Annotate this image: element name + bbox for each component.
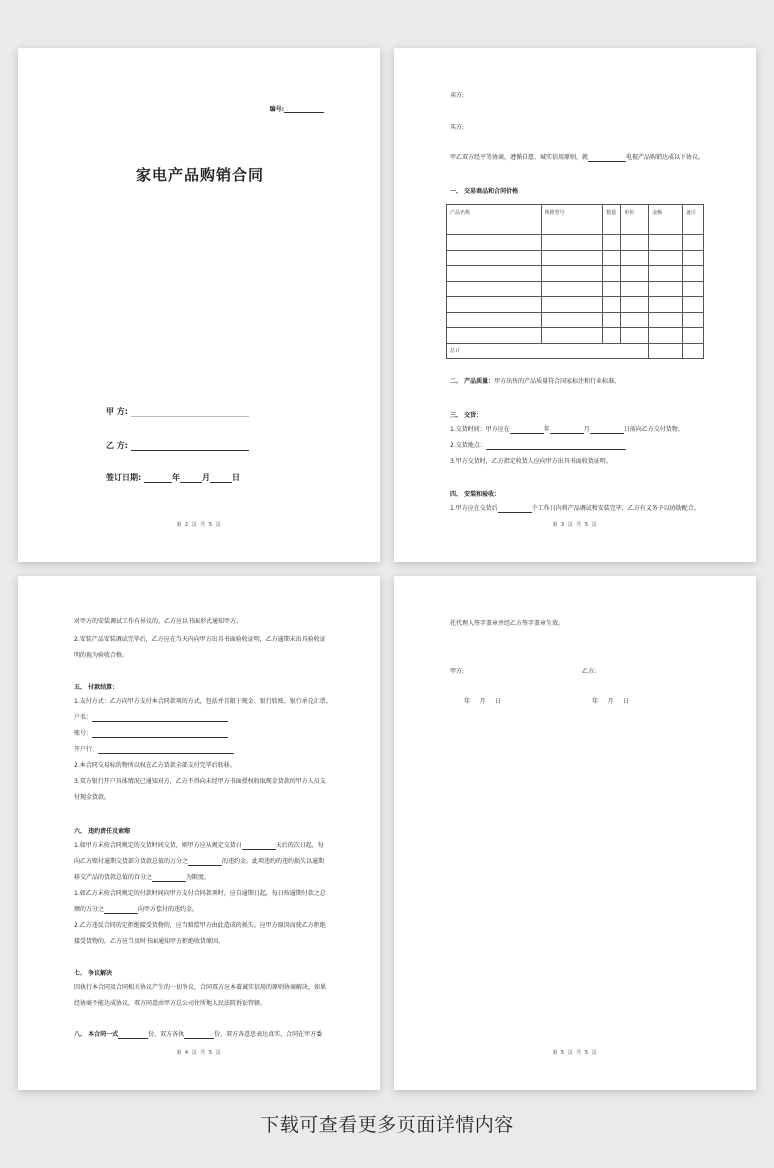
bank-line: 开户行： bbox=[74, 746, 234, 754]
table-row bbox=[447, 250, 704, 266]
intro-line: 甲乙双方经平等协商，遵循自愿、城实信用原则，就 电视产品购销达成以下协议。 bbox=[450, 154, 705, 161]
table-header-cell: 产品名称 bbox=[447, 205, 542, 235]
seller-line: 卖方: bbox=[450, 92, 465, 99]
table-row bbox=[447, 328, 704, 344]
buyer-line: 买方: bbox=[450, 124, 465, 131]
text-line: 2.本合同交易标的物所以权在乙方货款全部支付完毕后转移。 bbox=[74, 762, 236, 769]
goods-price-table bbox=[446, 204, 704, 359]
text-line: 移交产品的货款总值的百分之 为限度。 bbox=[74, 874, 211, 881]
text-line: 托代理人签字盖章并经乙方签字盖章生效。 bbox=[450, 620, 565, 627]
text-line: 对甲方的安装调试工作有异议的，乙方应以书面形式通知甲方。 bbox=[74, 618, 243, 625]
text-line: 额的万分之 向甲方偿付的违约金。 bbox=[74, 906, 199, 913]
section-heading: 三、 交货： bbox=[450, 412, 483, 419]
section-heading: 四、 安装和验收： bbox=[450, 491, 501, 498]
contract-page-3 bbox=[394, 48, 756, 562]
page-footer: 第 4 页 共 5 页 bbox=[176, 1050, 222, 1056]
text-line: 接受货物的，乙方应当及时书面通知甲方拒绝收货原因。 bbox=[74, 938, 225, 945]
table-header-cell: 单价 bbox=[621, 205, 649, 235]
table-header-cell: 备注 bbox=[683, 205, 704, 235]
sign-date-field: 签订日期: 年 月 日 bbox=[106, 473, 240, 482]
page-footer: 第 2 页 共 5 页 bbox=[176, 522, 222, 528]
party-a-field: 甲 方: bbox=[106, 406, 249, 417]
section-heading: 六、 违约责任及索赔 bbox=[74, 828, 131, 835]
text-line: 付现金货款。 bbox=[74, 794, 111, 801]
section-heading: 五、 付款结算： bbox=[74, 684, 119, 691]
section-heading: 七、 争议解决 bbox=[74, 970, 113, 977]
text-line: 明的视为验收合格。 bbox=[74, 652, 129, 659]
contract-title: 家电产品购销合同 bbox=[136, 166, 265, 184]
contract-page-4 bbox=[18, 576, 380, 1090]
delivery-time-line: 1.交货时间：甲方应在 年 月 日前向乙方交付货物。 bbox=[450, 426, 684, 433]
contract-number: 编号: bbox=[270, 104, 324, 113]
table-total-label: 总计 bbox=[447, 343, 649, 359]
table-row bbox=[447, 266, 704, 282]
table-row bbox=[447, 297, 704, 313]
party-a-sign: 甲方: bbox=[450, 668, 465, 675]
party-b-field: 乙 方: bbox=[106, 440, 249, 451]
contract-page-5 bbox=[394, 576, 756, 1090]
text-line: 1.如乙方未按合同规定的付款时间向甲方支付合同款项时，应自逾期日起，每日按逾期付款之总 bbox=[74, 890, 326, 897]
table-row bbox=[447, 281, 704, 297]
text-line: 2.安装产品安装调试完毕后，乙方应在当天内向甲方出具书面验收证明，乙方逾期未出具验收证 bbox=[74, 636, 326, 643]
page-footer: 第 3 页 共 5 页 bbox=[552, 522, 598, 528]
text-line: 3.双方银行开户具体情况已通知对方，乙方不得向未经甲方书面授权收取现金货款的甲方人员支 bbox=[74, 778, 326, 785]
install-line: 1.甲方应在交货后 个工作日内将产品调试和安装完毕，乙方有义务予以协助配合。 bbox=[450, 505, 700, 512]
text-line: 1.支付方式：乙方向甲方支付本合同款项的方式，包括并且限于现金、银行转账、银行承兑汇票。 bbox=[74, 698, 332, 705]
table-row bbox=[447, 235, 704, 251]
download-caption: 下载可查看更多页面详情内容 bbox=[260, 1114, 514, 1136]
page-footer: 第 5 页 共 5 页 bbox=[552, 1050, 598, 1056]
text-line: 经协商不能达成协议，双方同意由甲方总公司住所地人民法院诉讼管辖。 bbox=[74, 1000, 267, 1007]
account-number-line: 账号： bbox=[74, 730, 228, 738]
quality-line: 二、 产品质量：甲方出售的产品质量符合国家标注和行业标准。 bbox=[450, 378, 621, 385]
account-name-line: 户名： bbox=[74, 714, 228, 722]
text-line: 1.如甲方未按合同规定的交货时间交货，则甲方应从规定交货日 天后的次日起，每 bbox=[74, 842, 324, 849]
text-line: 2.乙方违反合同的定拒绝接受货物的，应当赔偿甲方由此造成的损失。应甲方原因而使乙方拒绝 bbox=[74, 922, 326, 929]
table-row bbox=[447, 312, 704, 328]
delivery-proof-line: 3.甲方交货时，乙方指定收货人应向甲方出具书面收货证明。 bbox=[450, 458, 612, 465]
table-header-cell: 规格型号 bbox=[541, 205, 603, 235]
party-b-sign: 乙方: bbox=[582, 668, 597, 675]
table-total-row bbox=[447, 343, 704, 359]
contract-page-cover bbox=[18, 48, 380, 562]
section-heading: 一、 交易商品和合同价格 bbox=[450, 188, 519, 195]
text-line: 因执行本合同及合同相关协议产生的一切争议，合同双方应本着诚实信用的原则协商解决，如果 bbox=[74, 984, 327, 991]
text-line: 向乙方赔付逾期交货部分货款总值的万分之 的违约金。此项违约的违约损失以逾期 bbox=[74, 858, 325, 865]
party-b-date: 年 月 日 bbox=[592, 698, 630, 705]
table-header-row bbox=[447, 205, 704, 235]
party-a-date: 年 月 日 bbox=[464, 698, 502, 705]
table-header-cell: 数量 bbox=[603, 205, 621, 235]
table-header-cell: 金额 bbox=[649, 205, 683, 235]
text-line: 八、 本合同一式 份，双方各执 份，双方各意思表达真实，合同在甲方委 bbox=[74, 1031, 323, 1038]
delivery-place-line: 2.交货地点： bbox=[450, 442, 626, 450]
